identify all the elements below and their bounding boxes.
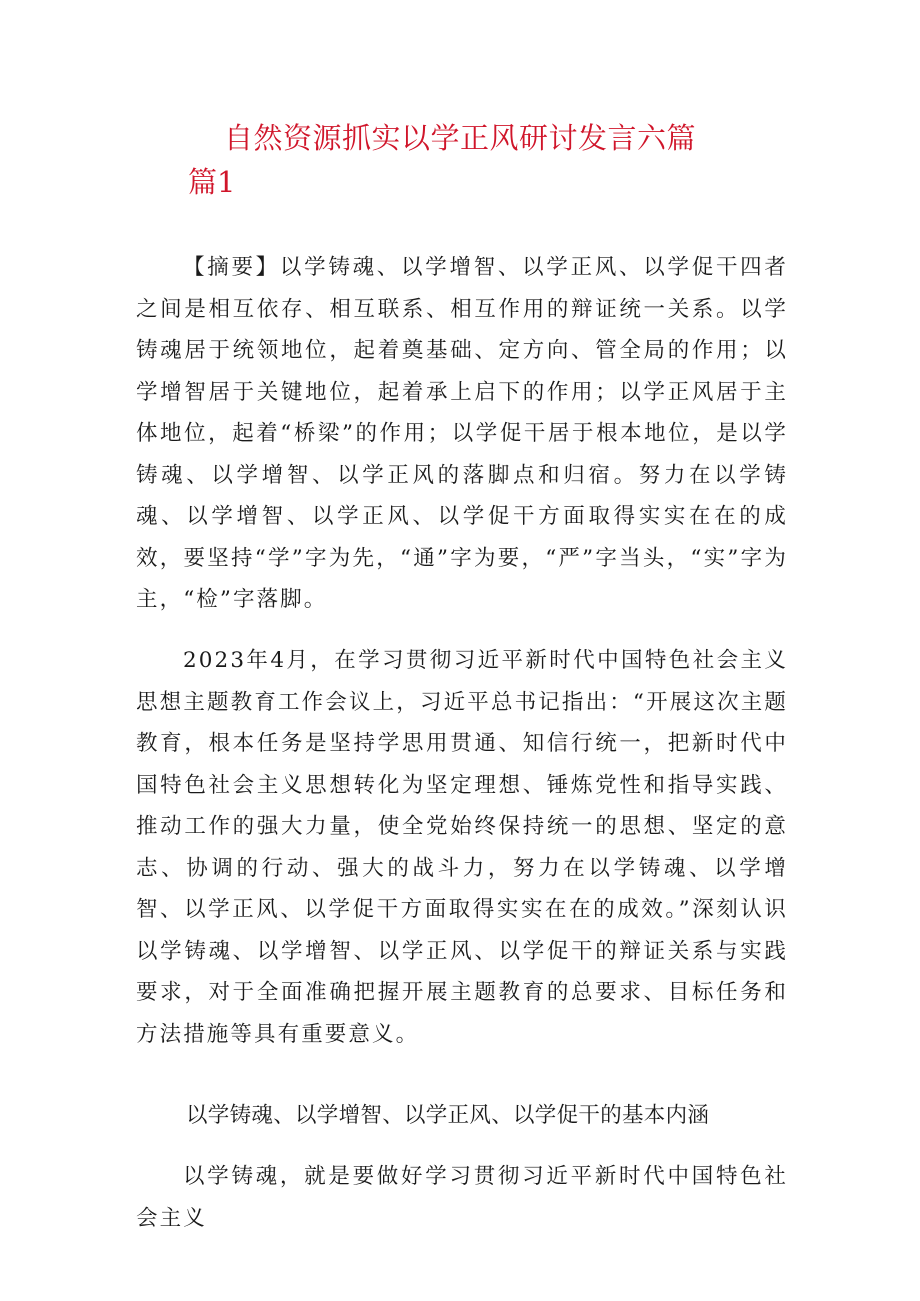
section-heading: 篇1 (188, 165, 236, 199)
subsection-heading: 以学铸魂、以学增智、以学正风、以学促干的基本内涵 (186, 1103, 710, 1128)
summary-paragraph: 【摘要】以学铸魂、以学增智、以学正风、以学促干四者之间是相互依存、相互联系、相互作用的辩证统一关系。以学铸魂居于统领地位，起着奠基础、定方向、管全局的作用；以学增智居于关键地位，起着承上启下的作用；以学正风居于主体地位，起着“桥梁”的作用；以学促干居于根本地位，是以学铸魂、以学增智、以学正风的落脚点和归宿。努力在以学铸魂、以学增智、以学正风、以学促干方面取得实实在在的成效，要坚持“学”字为先，“通”字为要，“严”字当头，“实”字为主，“检”字落脚。 (136, 255, 788, 612)
body-paragraph-continued: 以学铸魂，就是要做好学习贯彻习近平新时代中国特色社会主义 (136, 1164, 788, 1231)
document-title: 自然资源抓实以学正风研讨发言六篇 (223, 121, 696, 155)
body-paragraph: 2023年4月，在学习贯彻习近平新时代中国特色社会主义思想主题教育工作会议上，习近平总书记指出：“开展这次主题教育，根本任务是坚持学思用贯通、知信行统一，把新时代中国特色社会主义思想转化为坚定理想、锤炼党性和指导实践、推动工作的强大力量，使全党始终保持统一的思想、坚定的意志、协调的行动、强大的战斗力，努力在以学铸魂、以学增智、以学正风、以学促干方面取得实实在在的成效。”深刻认识以学铸魂、以学增智、以学正风、以学促干的辩证关系与实践要求，对于全面准确把握开展主题教育的总要求、目标任务和方法措施等具有重要意义。 (136, 648, 788, 1047)
